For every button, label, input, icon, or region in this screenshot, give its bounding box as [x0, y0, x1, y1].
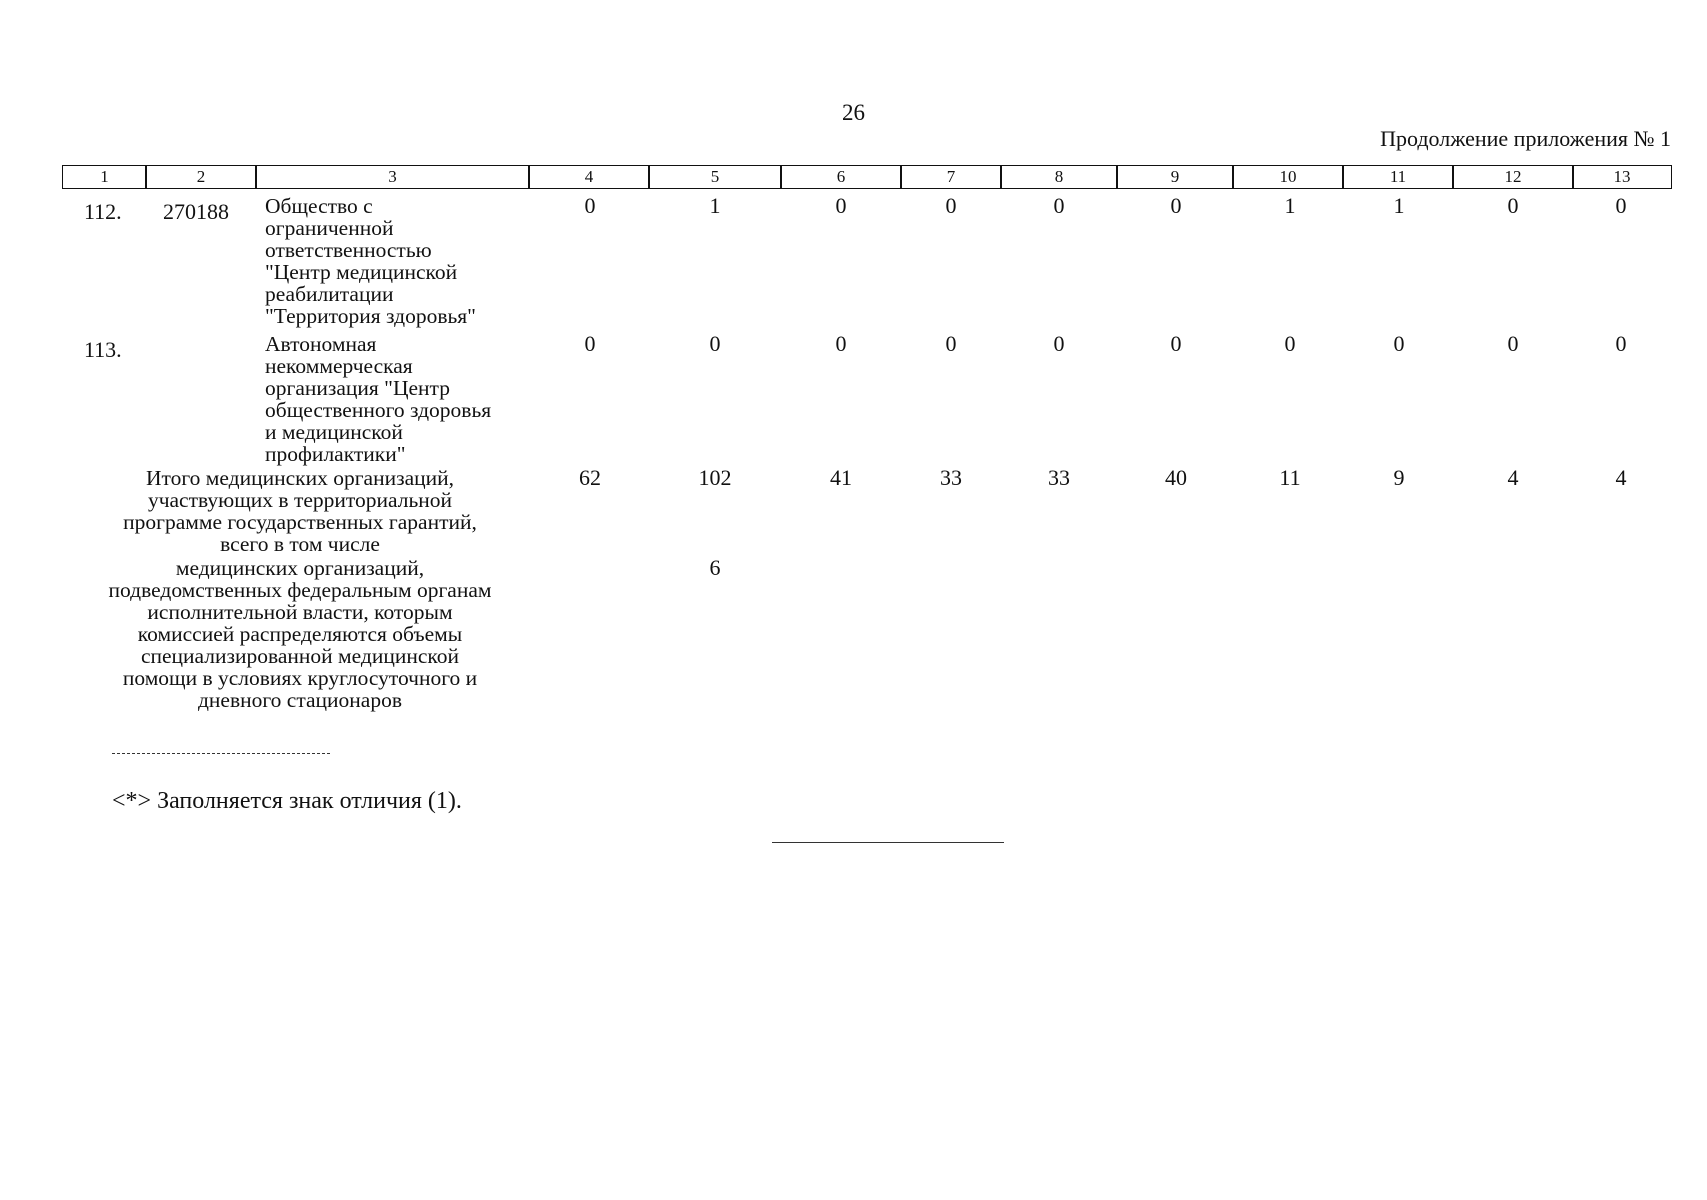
value-col-4: 0 — [584, 193, 596, 218]
header-cell-3: 3 — [255, 165, 530, 189]
federal-col-5: 6 — [709, 555, 721, 580]
header-cell-1: 1 — [62, 165, 147, 189]
value-col-10: 1 — [1284, 193, 1296, 218]
value-col-13: 0 — [1615, 193, 1627, 218]
header-cell-8: 8 — [1000, 165, 1118, 189]
value-col-5: 0 — [709, 331, 721, 356]
total-col-4: 62 — [579, 465, 601, 490]
header-cell-6: 6 — [780, 165, 902, 189]
value-col-6: 0 — [835, 331, 847, 356]
total-col-11: 9 — [1393, 465, 1405, 490]
header-cell-2: 2 — [145, 165, 257, 189]
value-col-7: 0 — [945, 193, 957, 218]
footnote: <*> Заполняется знак отличия (1). — [112, 788, 462, 814]
header-cell-7: 7 — [900, 165, 1002, 189]
header-cell-10: 10 — [1232, 165, 1344, 189]
total-col-7: 33 — [940, 465, 962, 490]
value-col-10: 0 — [1284, 331, 1296, 356]
footnote-separator — [112, 753, 330, 754]
value-col-8: 0 — [1053, 193, 1065, 218]
value-col-12: 0 — [1507, 331, 1519, 356]
page-number: 26 — [842, 100, 865, 125]
header-cell-13: 13 — [1572, 165, 1672, 189]
value-col-9: 0 — [1170, 331, 1182, 356]
header-cell-4: 4 — [528, 165, 650, 189]
federal-label: медицинских организаций, подведомственных федеральным органам исполнительной власти, которым комиссией распределяются объемы специализированной медицинской помощи в условиях круглосуточного и дневного стационаров — [108, 556, 492, 712]
total-col-5: 102 — [698, 465, 732, 490]
value-col-8: 0 — [1053, 331, 1065, 356]
value-col-4: 0 — [584, 331, 596, 356]
total-col-8: 33 — [1048, 465, 1070, 490]
total-col-10: 11 — [1279, 465, 1301, 490]
total-col-13: 4 — [1615, 465, 1627, 490]
value-col-5: 1 — [709, 193, 721, 218]
total-col-12: 4 — [1507, 465, 1519, 490]
organization-name: Автономная некоммерческая организация "Центр общественного здоровья и медицинской профилактики" — [265, 332, 492, 466]
value-col-11: 1 — [1393, 193, 1405, 218]
value-col-13: 0 — [1615, 331, 1627, 356]
row-code: 270188 — [163, 199, 229, 224]
header-cell-11: 11 — [1342, 165, 1454, 189]
row-number: 113. — [84, 337, 122, 362]
total-col-9: 40 — [1165, 465, 1187, 490]
total-col-6: 41 — [830, 465, 852, 490]
value-col-6: 0 — [835, 193, 847, 218]
table-header-row — [0, 165, 1707, 189]
row-number: 112. — [84, 199, 122, 224]
value-col-11: 0 — [1393, 331, 1405, 356]
header-cell-9: 9 — [1116, 165, 1234, 189]
header-cell-5: 5 — [648, 165, 782, 189]
continuation-label: Продолжение приложения № 1 — [1380, 126, 1671, 151]
value-col-12: 0 — [1507, 193, 1519, 218]
total-label: Итого медицинских организаций, участвующих в территориальной программе государственных гарантий, всего в том числе — [123, 466, 477, 556]
value-col-9: 0 — [1170, 193, 1182, 218]
value-col-7: 0 — [945, 331, 957, 356]
header-cell-12: 12 — [1452, 165, 1574, 189]
end-line — [772, 842, 1004, 843]
organization-name: Общество с ограниченной ответственностью "Центр медицинской реабилитации "Территория здоровья" — [265, 194, 476, 328]
